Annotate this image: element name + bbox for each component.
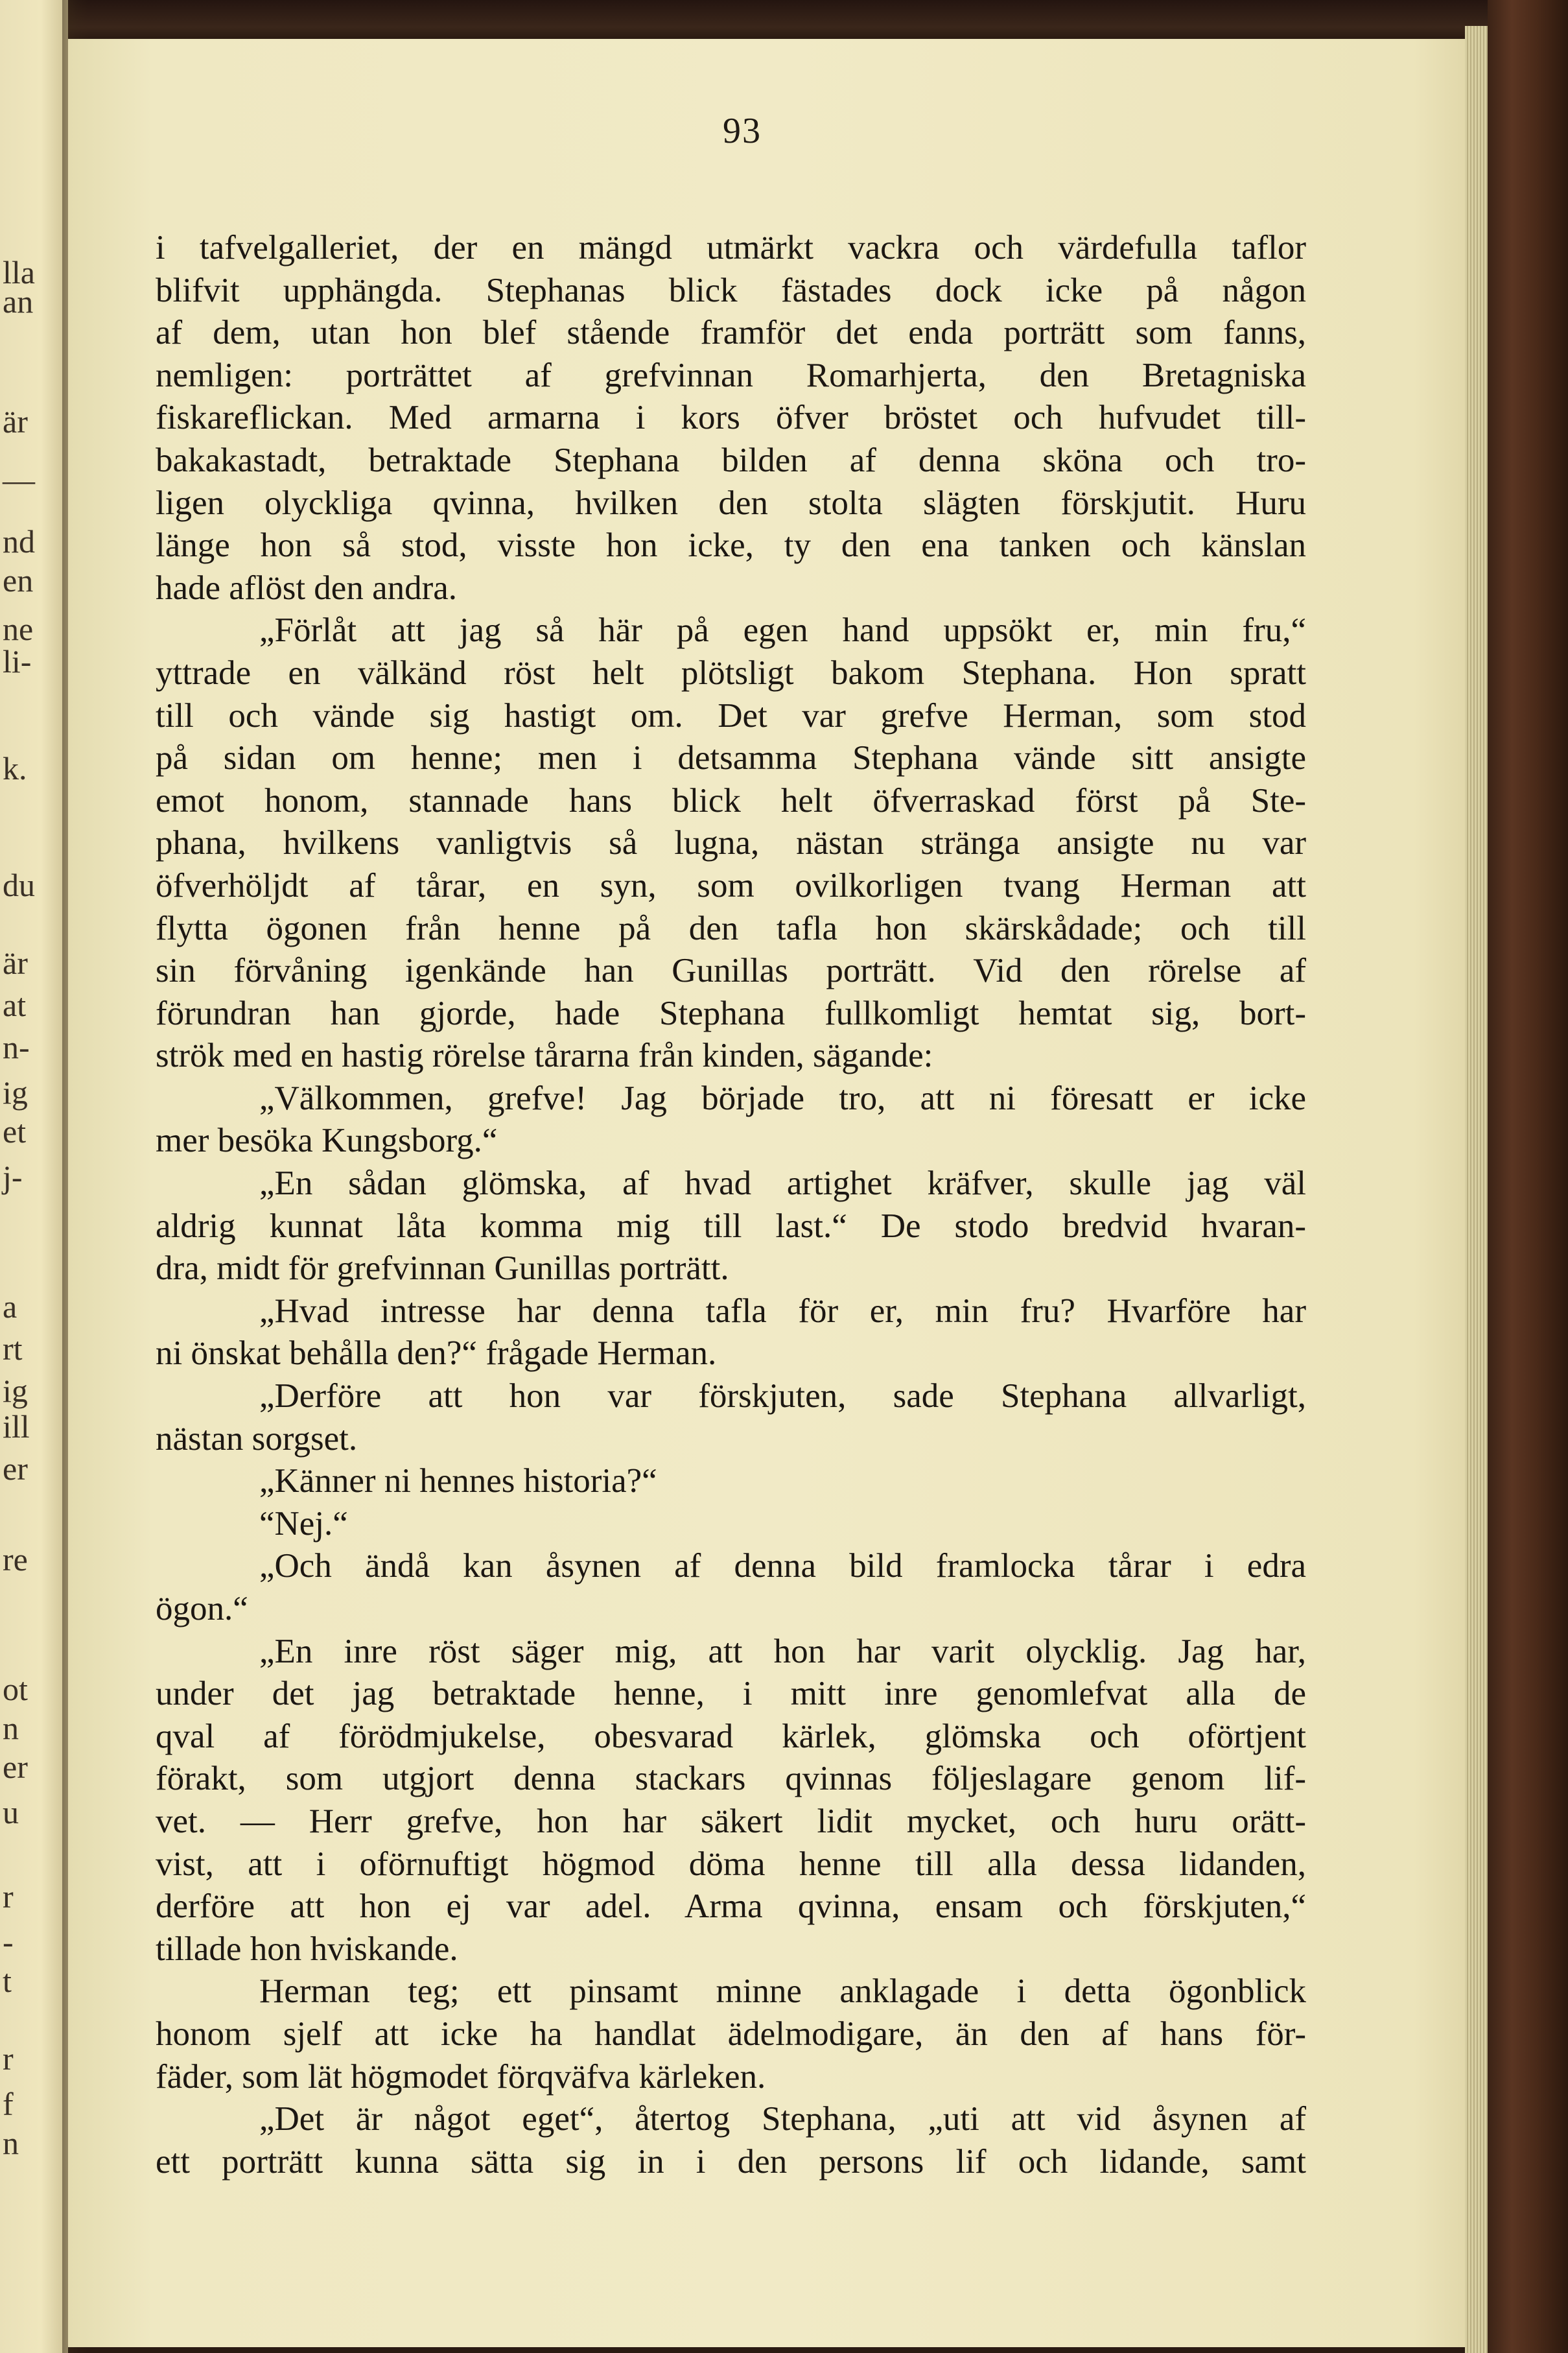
text-line: derföre att hon ej var adel. Arma qvinna, ensam och förskjuten,“ (156, 1887, 1306, 1926)
prev-page-fragment: ne (3, 611, 34, 647)
text-line: af dem, utan hon blef stående framför det enda porträtt som fanns, (156, 314, 1306, 352)
text-line: „En sådan glömska, af hvad artighet kräfver, skulle jag väl (259, 1165, 1306, 1203)
text-line: „Känner ni hennes historia?“ (259, 1462, 657, 1500)
page-edges (1465, 26, 1491, 2353)
prev-page-fragment: an (3, 283, 34, 320)
text-line: strök med en hastig rörelse tårarna från kinden, sägande: (156, 1037, 933, 1075)
prev-page-fragment: du (3, 867, 35, 903)
text-line: sin förvåning igenkände han Gunillas porträtt. Vid den rörelse af (156, 952, 1306, 990)
text-line: nemligen: porträttet af grefvinnan Romarhjerta, den Bretagniska (156, 356, 1306, 394)
text-line: „Det är något eget“, återtog Stephana, „uti att vid åsynen af (259, 2100, 1306, 2138)
prev-page-fragment: f (3, 2086, 14, 2122)
prev-page-fragment: n (3, 1710, 19, 1746)
text-line: nästan sorgset. (156, 1419, 358, 1458)
prev-page-fragment: - (3, 1924, 14, 1960)
text-line: vet. — Herr grefve, hon har säkert lidit mycket, och huru orätt- (156, 1802, 1306, 1840)
text-line: „En inre röst säger mig, att hon har varit olycklig. Jag har, (259, 1632, 1306, 1670)
text-line: länge hon så stod, visste hon icke, ty den ena tanken och känslan (156, 526, 1306, 565)
prev-page-fragment: ot (3, 1671, 28, 1707)
prev-page-fragment: — (3, 462, 35, 498)
text-line: „Och ändå kan åsynen af denna bild framlocka tårar i edra (259, 1547, 1306, 1585)
text-line: „Välkommen, grefve! Jag började tro, att ni föresatt er icke (259, 1079, 1306, 1117)
prev-page-fragment: t (3, 1963, 12, 1999)
text-line: Herman teg; ett pinsamt minne anklagade i detta ögonblick (259, 1972, 1306, 2011)
prev-page-fragment: lla (3, 254, 35, 290)
text-line: fiskareflickan. Med armarna i kors öfver bröstet och hufvudet till- (156, 399, 1306, 437)
text-line: mer besöka Kungsborg.“ (156, 1122, 498, 1160)
text-line: ett porträtt kunna sätta sig in i den persons lif och lidande, samt (156, 2142, 1306, 2181)
prev-page-fragment: är (3, 403, 28, 440)
text-line: aldrig kunnat låta komma mig till last.“ De stodo bredvid hvaran- (156, 1207, 1306, 1245)
prev-page-fragment: li- (3, 643, 32, 680)
text-line: emot honom, stannade hans blick helt öfverraskad först på Ste- (156, 781, 1306, 820)
body-text (156, 227, 1306, 2183)
text-line: hade aflöst den andra. (156, 569, 458, 607)
text-line: fäder, som lät högmodet förqväfva kärleken. (156, 2057, 766, 2096)
previous-page-edge (0, 0, 68, 2353)
text-line: vist, att i oförnuftigt högmod döma henne till alla dessa lidanden, (156, 1845, 1306, 1883)
text-line: flytta ögonen från henne på den tafla hon skärskådade; och till (156, 909, 1306, 947)
text-line: yttrade en välkänd röst helt plötsligt bakom Stephana. Hon spratt (156, 654, 1306, 692)
prev-page-fragment: n- (3, 1029, 30, 1065)
text-line: blifvit upphängda. Stephanas blick fästades dock icke på någon (156, 271, 1306, 309)
text-line: till och vände sig hastigt om. Det var grefve Herman, som stod (156, 696, 1306, 735)
text-line: i tafvelgalleriet, der en mängd utmärkt vackra och värdefulla taflor (156, 229, 1306, 266)
text-line: „Hvad intresse har denna tafla för er, min fru? Hvarföre har (259, 1292, 1306, 1330)
prev-page-fragment: er (3, 1450, 28, 1487)
text-line: „Derföre att hon var förskjuten, sade Stephana allvarligt, (259, 1377, 1306, 1415)
prev-page-fragment: ig (3, 1373, 28, 1409)
prev-page-fragment: u (3, 1794, 19, 1830)
text-line: öfverhöljdt af tårar, en syn, som ovilkorligen tvang Herman att (156, 866, 1306, 905)
prev-page-fragment: r (3, 2040, 14, 2077)
text-line: under det jag betraktade henne, i mitt inre genomlefvat alla de (156, 1675, 1306, 1713)
text-line: tillade hon hviskande. (156, 1930, 458, 1968)
text-line: ögon.“ (156, 1590, 248, 1627)
prev-page-fragment: at (3, 987, 27, 1023)
prev-page-fragment: ill (3, 1408, 30, 1445)
prev-page-fragment: ig (3, 1074, 28, 1111)
prev-page-fragment: är (3, 945, 28, 981)
text-line: ni önskat behålla den?“ frågade Herman. (156, 1334, 717, 1373)
text-line: honom sjelf att icke ha handlat ädelmodigare, än den af hans för- (156, 2015, 1306, 2053)
prev-page-fragment: er (3, 1749, 28, 1785)
text-line: phana, hvilkens vanligtvis så lugna, nästan stränga ansigte nu var (156, 824, 1306, 862)
prev-page-fragment: en (3, 562, 34, 598)
prev-page-fragment: re (3, 1541, 28, 1578)
text-line: förundran han gjorde, hade Stephana fullkomligt hemtat sig, bort- (156, 994, 1306, 1032)
prev-page-fragment: r (3, 1878, 14, 1915)
prev-page-fragment: a (3, 1288, 18, 1325)
text-line: bakakastadt, betraktade Stephana bilden af denna sköna och tro- (156, 441, 1306, 479)
leather-cover (1488, 0, 1568, 2353)
prev-page-fragment: j- (3, 1159, 23, 1195)
text-line: förakt, som utgjort denna stackars qvinnas följeslagare genom lif- (156, 1760, 1306, 1798)
text-line: på sidan om henne; men i detsamma Stephana vände sitt ansigte (156, 739, 1306, 777)
prev-page-fragment: rt (3, 1330, 23, 1367)
top-shadow (0, 0, 1568, 39)
prev-page-fragment: et (3, 1113, 27, 1150)
page-number: 93 (723, 111, 762, 151)
text-line: ligen olyckliga qvinna, hvilken den stolta slägten förskjutit. Huru (156, 484, 1306, 522)
text-line: „Förlåt att jag så här på egen hand uppsökt er, min fru,“ (259, 611, 1306, 650)
text-line: “Nej.“ (259, 1504, 348, 1543)
prev-page-fragment: n (3, 2125, 19, 2161)
text-line: dra, midt för grefvinnan Gunillas porträtt. (156, 1249, 729, 1288)
text-line: qval af förödmjukelse, obesvarad kärlek, glömska och oförtjent (156, 1717, 1306, 1755)
prev-page-fragment: k. (3, 750, 27, 786)
prev-page-fragment: nd (3, 523, 35, 560)
